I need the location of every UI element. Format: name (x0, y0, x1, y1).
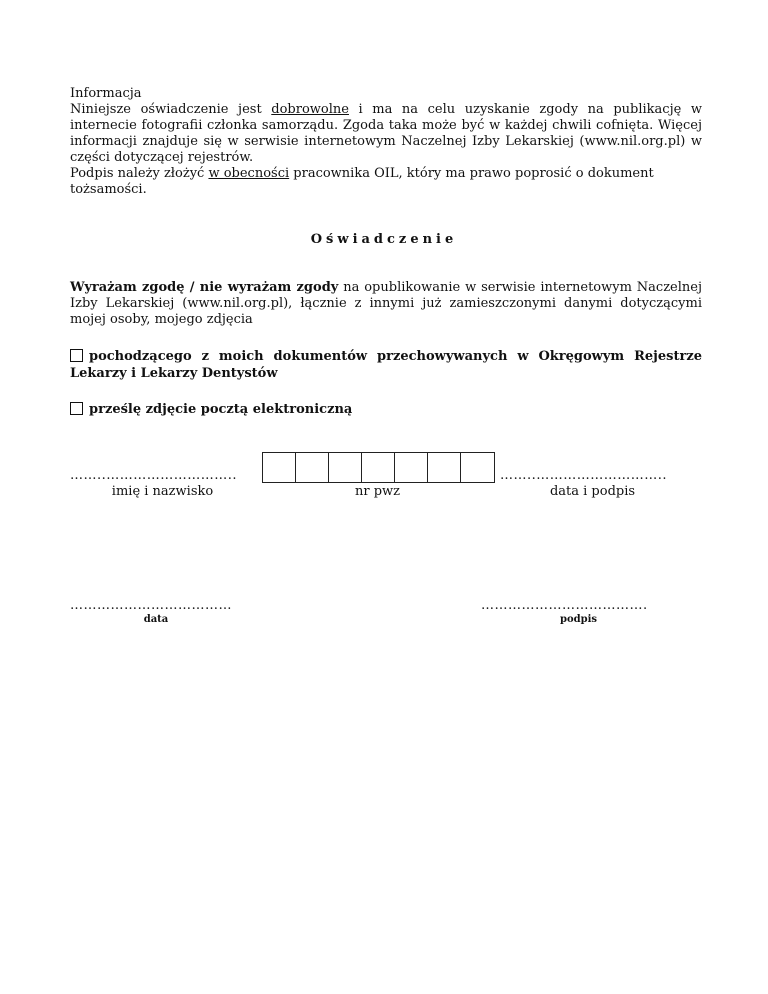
email-photo-checkbox[interactable] (70, 402, 83, 415)
registry-photo-label: pochodzącego z moich dokumentów przechowywanych w Okręgowym Rejestrze Lekarzy i Lekarzy Dentystów (70, 349, 702, 381)
option-email-photo (70, 401, 702, 418)
pwz-digit-box[interactable] (362, 453, 395, 482)
bottom-date-label: data (143, 614, 169, 625)
pwz-label: nr pwz (354, 484, 401, 499)
pwz-digit-box[interactable] (263, 453, 296, 482)
bottom-signature-label: podpis (559, 614, 598, 625)
info-text-a: Niniejsze oświadczenie jest (70, 102, 272, 117)
consent-choice: Wyrażam zgodę / nie wyrażam zgody (70, 280, 339, 295)
document-title: Oświadczenie (310, 232, 458, 247)
consent-paragraph (70, 280, 702, 328)
voluntary-text: dobrowolne (271, 102, 349, 117)
presence-text: w obecności (208, 166, 290, 181)
registry-photo-checkbox[interactable] (70, 349, 83, 362)
name-signature-line[interactable]: ……..……………………….. (70, 468, 238, 483)
info-heading: Informacja (70, 86, 142, 101)
signature-instruction (70, 166, 702, 198)
date-signature-label: data i podpis (549, 484, 636, 499)
option-registry-photo (70, 348, 702, 382)
pwz-digit-box[interactable] (296, 453, 329, 482)
consent-section (70, 280, 702, 328)
bottom-date-line[interactable]: ……………………………… (70, 598, 232, 613)
name-label: imię i nazwisko (111, 484, 214, 499)
pwz-digit-box[interactable] (461, 453, 494, 482)
pwz-number-boxes[interactable] (262, 452, 495, 483)
instruction-text-b: pracownika OIL, który ma prawo poprosić o dokument tożsamości. (70, 166, 654, 197)
bottom-signature-line[interactable]: ………………………………. (481, 598, 648, 613)
consent-text: na opublikowanie w serwisie internetowym Naczelnej Izby Lekarskiej (www.nil.org.pl), łącznie z innymi już zamieszczonymi danymi dotyczącymi mojej osoby, mojego zdjęcia (70, 280, 702, 327)
info-section (70, 86, 702, 198)
pwz-digit-box[interactable] (428, 453, 461, 482)
pwz-digit-box[interactable] (395, 453, 428, 482)
pwz-digit-box[interactable] (329, 453, 362, 482)
email-photo-label: prześlę zdjęcie pocztą elektroniczną (89, 402, 353, 417)
instruction-text-a: Podpis należy złożyć (70, 166, 209, 181)
date-signature-line[interactable]: ……..……………………….. (500, 468, 668, 483)
info-paragraph (70, 102, 702, 166)
info-text-b: i ma na celu uzyskanie zgody na publikację w internecie fotografii członka samorządu. Zgoda taka może być w każdej chwili cofnięta. Więcej informacji znajduje się w serwisie internetowym Naczelnej Izby Lekarskiej (www.nil.org.pl) w części dotyczącej rejestrów. (70, 102, 702, 165)
